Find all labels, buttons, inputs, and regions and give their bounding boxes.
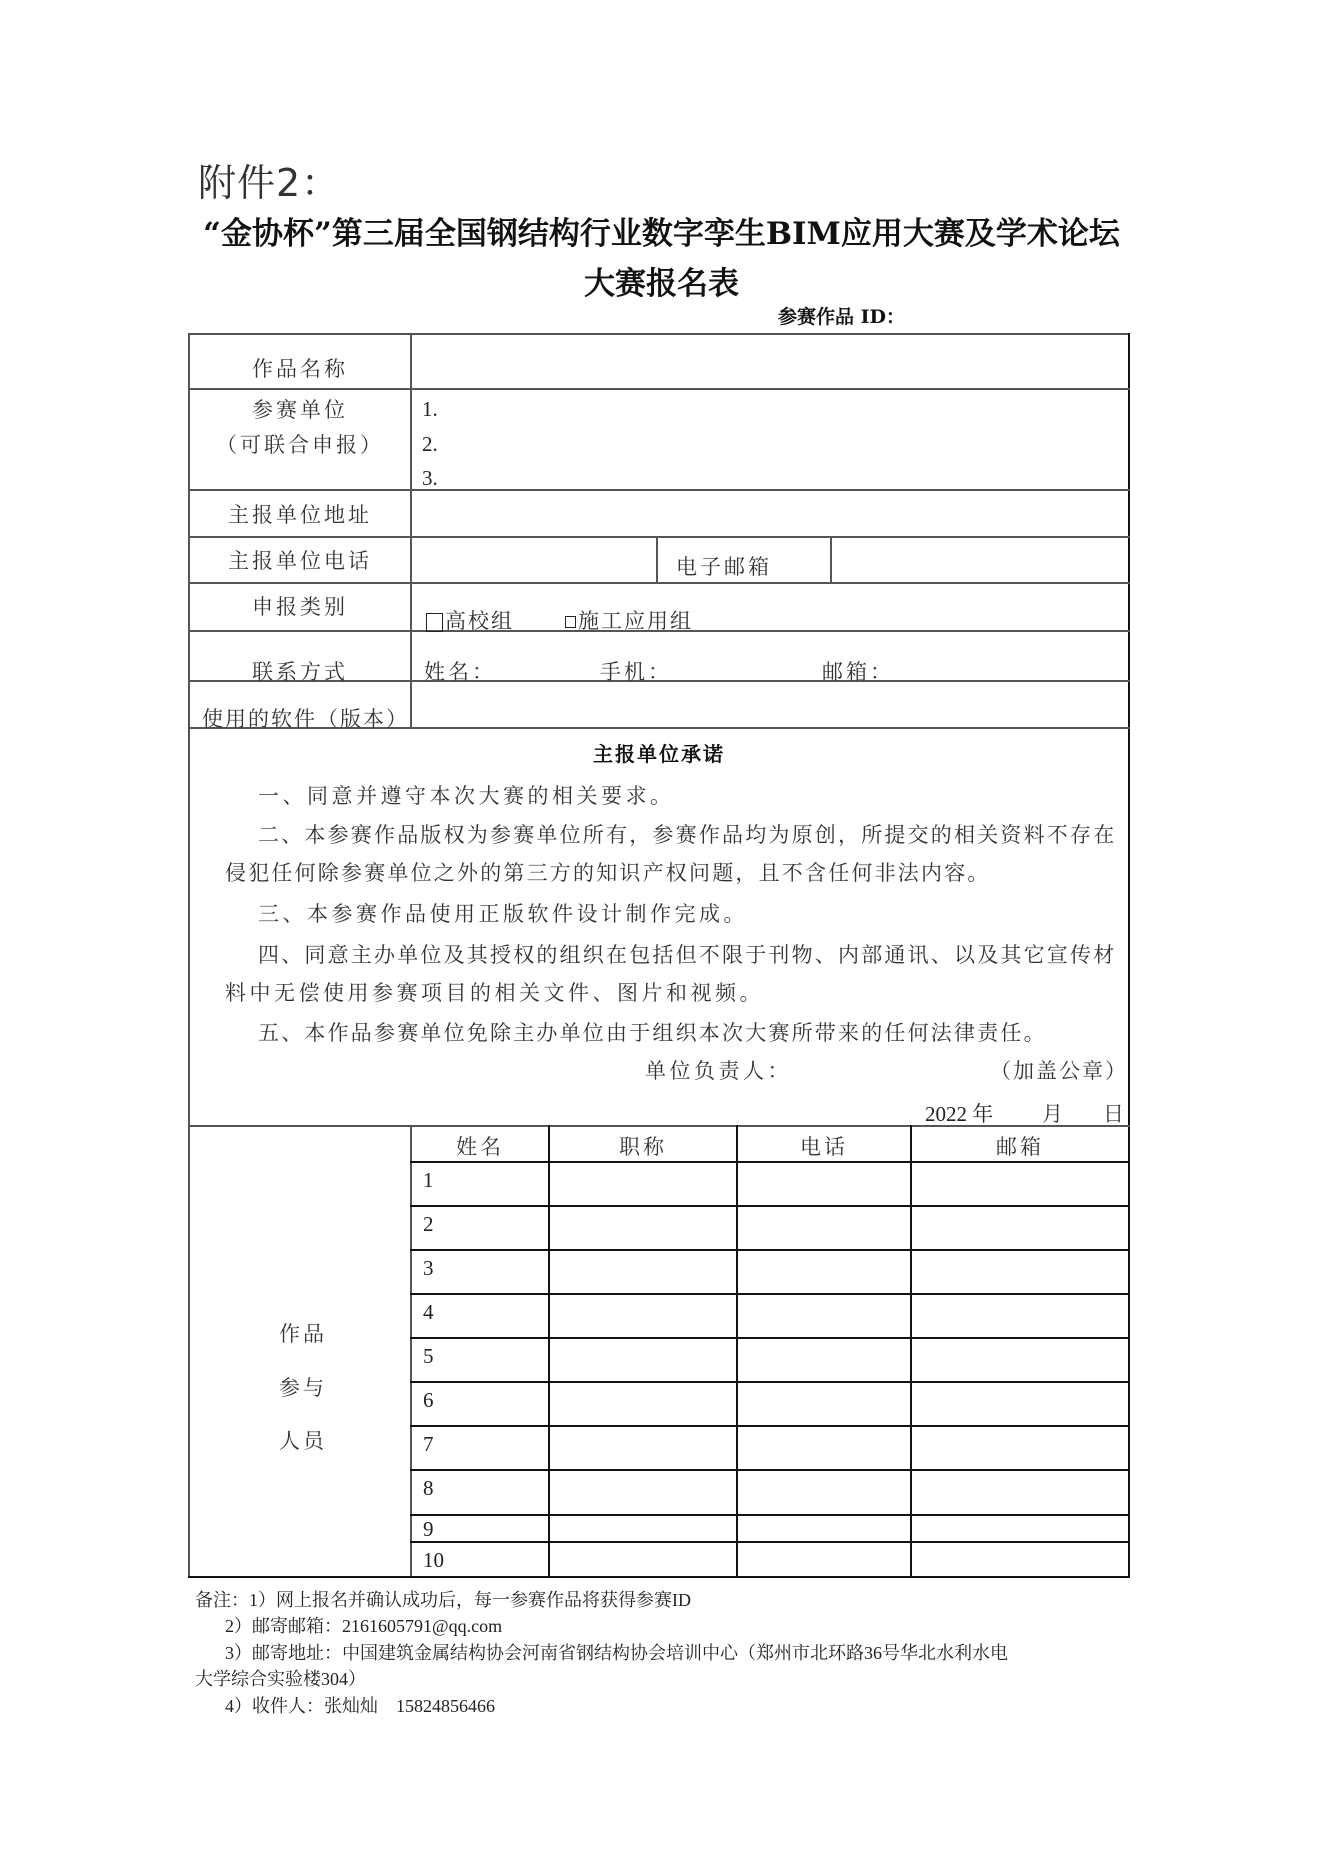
note-line: 大学综合实验楼304）: [195, 1669, 366, 1689]
entry-id-label: 参赛作品 ID：: [778, 306, 905, 328]
row-divider: [410, 1293, 1130, 1295]
signatory-label: 单位负责人：: [645, 1059, 792, 1083]
member-row-number: 2: [423, 1212, 434, 1236]
column-divider: [410, 1125, 412, 1576]
software-label: 使用的软件（版本）: [202, 707, 409, 731]
column-divider: [548, 1125, 550, 1576]
category-option-university[interactable]: [426, 605, 514, 635]
unit-slot-1[interactable]: 1.: [422, 397, 438, 421]
phone-label: 主报单位电话: [228, 549, 372, 573]
contact-mobile-field[interactable]: 手机：: [600, 660, 672, 684]
date-day: 日: [1103, 1102, 1128, 1126]
address-input[interactable]: [412, 491, 1126, 534]
pledge-item: 五、本作品参赛单位免除主办单位由于组织本次大赛所带来的任何法律责任。: [258, 1021, 1047, 1045]
work-name-label: 作品名称: [252, 357, 348, 381]
member-row-number: 8: [423, 1476, 434, 1500]
contact-name-field[interactable]: 姓名：: [424, 660, 496, 684]
members-side-label: 参与: [279, 1376, 327, 1400]
attachment-label: 附件2：: [198, 161, 341, 205]
member-row-number: 7: [423, 1432, 434, 1456]
column-header-phone: 电话: [800, 1135, 848, 1159]
column-header-name: 姓名: [456, 1135, 504, 1159]
pledge-item: 二、本参赛作品版权为参赛单位所有，参赛作品均为原创，所提交的相关资料不存在: [258, 823, 1117, 847]
member-row-number: 9: [423, 1517, 434, 1541]
pledge-item: 四、同意主办单位及其授权的组织在包括但不限于刊物、内部通讯、以及其它宣传材: [258, 943, 1117, 967]
column-header-title: 职称: [619, 1135, 667, 1159]
units-label: 参赛单位: [252, 398, 348, 422]
pledge-item: 料中无偿使用参赛项目的相关文件、图片和视频。: [225, 981, 764, 1005]
unit-slot-3[interactable]: 3.: [422, 466, 438, 490]
date-month: 月: [1042, 1102, 1067, 1126]
row-divider: [410, 1541, 1130, 1543]
column-divider: [736, 1125, 738, 1576]
pledge-item: 一、同意并遵守本次大赛的相关要求。: [258, 784, 675, 808]
page-title: “金协杯”第三届全国钢结构行业数字孪生BIM应用大赛及学术论坛: [203, 216, 1120, 252]
column-divider: [910, 1125, 912, 1576]
email-input[interactable]: [832, 538, 1126, 580]
checkbox-icon[interactable]: [565, 616, 576, 628]
software-input[interactable]: [412, 682, 1126, 725]
category-option-label: 高校组: [445, 609, 514, 633]
category-option-construction[interactable]: [565, 605, 693, 635]
checkbox-icon[interactable]: [426, 613, 443, 632]
pledge-title: 主报单位承诺: [593, 742, 725, 766]
work-name-input[interactable]: [412, 335, 1126, 387]
email-label: 电子邮箱: [676, 555, 772, 579]
note-line: 2）邮寄邮箱：2161605791@qq.com: [225, 1616, 503, 1636]
note-line: 3）邮寄地址：中国建筑金属结构协会河南省钢结构协会培训中心（郑州市北环路36号华北水利水电: [225, 1643, 1008, 1663]
column-header-email: 邮箱: [996, 1135, 1044, 1159]
page-subtitle: 大赛报名表: [584, 266, 739, 302]
member-row-number: 4: [423, 1300, 434, 1324]
table-border-right: [1128, 333, 1130, 1577]
row-divider: [410, 1161, 1130, 1163]
table-border-bottom: [188, 1576, 1130, 1578]
pledge-item: 三、本参赛作品使用正版软件设计制作完成。: [258, 902, 748, 926]
note-line: 备注：1）网上报名并确认成功后，每一参赛作品将获得参赛ID: [195, 1590, 691, 1610]
row-divider: [188, 582, 1130, 584]
member-row-number: 1: [423, 1168, 434, 1192]
phone-input[interactable]: [412, 538, 654, 580]
note-line: 4）收件人：张灿灿 15824856466: [225, 1696, 495, 1716]
pledge-item: 侵犯任何除参赛单位之外的第三方的知识产权问题，且不含任何非法内容。: [225, 861, 991, 885]
address-label: 主报单位地址: [228, 503, 372, 527]
member-row-number: 5: [423, 1344, 434, 1368]
category-label: 申报类别: [252, 595, 348, 619]
row-divider: [410, 1469, 1130, 1471]
contact-label: 联系方式: [252, 660, 348, 684]
members-side-label: 人员: [279, 1429, 327, 1453]
member-row-number: 6: [423, 1388, 434, 1412]
category-option-label: 施工应用组: [578, 609, 693, 633]
row-divider: [410, 1514, 1130, 1516]
members-side-label: 作品: [279, 1322, 327, 1346]
unit-slot-2[interactable]: 2.: [422, 432, 438, 456]
row-divider: [410, 1205, 1130, 1207]
row-divider: [188, 388, 1130, 390]
units-sublabel: （可联合申报）: [216, 433, 384, 457]
row-divider: [410, 1425, 1130, 1427]
date-year: 2022 年: [925, 1102, 994, 1126]
seal-label: （加盖公章）: [990, 1059, 1128, 1083]
row-divider: [410, 1337, 1130, 1339]
member-row-number: 10: [423, 1548, 444, 1572]
contact-email-field[interactable]: 邮箱：: [822, 660, 894, 684]
column-divider: [656, 536, 658, 582]
row-divider: [410, 1249, 1130, 1251]
row-divider: [410, 1381, 1130, 1383]
member-row-number: 3: [423, 1256, 434, 1280]
